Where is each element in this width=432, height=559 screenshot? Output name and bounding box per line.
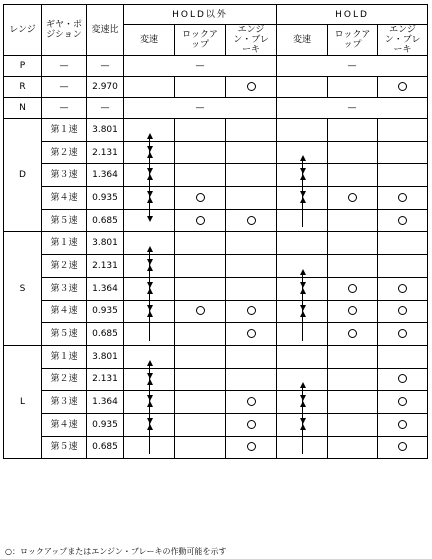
ratio-cell: 1.364 <box>87 391 124 414</box>
lockup-cell-hold <box>328 368 378 391</box>
table-row <box>4 345 428 368</box>
shift-cell-normal <box>124 119 175 142</box>
operable-mark <box>247 82 256 91</box>
shift-cell-hold <box>277 413 328 436</box>
shift-cell-hold <box>277 77 328 98</box>
header-ratio: 変速比 <box>87 5 124 56</box>
engine-brake-cell-normal <box>226 300 277 323</box>
lockup-cell-hold <box>328 277 378 300</box>
table-row-p <box>4 56 428 77</box>
ratio-cell: 0.935 <box>87 300 124 323</box>
shift-cell-hold <box>277 232 328 255</box>
table-row <box>4 164 428 187</box>
lockup-cell-normal <box>175 368 226 391</box>
shift-cell-normal <box>124 209 175 232</box>
shift-cell-hold <box>277 119 328 142</box>
shift-cell-hold <box>277 209 328 232</box>
normal-group-cell: — <box>124 56 277 77</box>
shift-cell-hold <box>277 141 328 164</box>
engine-brake-cell-hold <box>378 345 428 368</box>
shift-cell-normal <box>124 323 175 346</box>
table-row <box>4 209 428 232</box>
ratio-cell: 0.935 <box>87 413 124 436</box>
engine-brake-cell-hold <box>378 368 428 391</box>
shift-cell-normal <box>124 141 175 164</box>
table-row <box>4 323 428 346</box>
engine-brake-cell-normal <box>226 277 277 300</box>
engine-brake-cell-normal <box>226 255 277 278</box>
shift-table <box>3 4 428 459</box>
table-row <box>4 119 428 142</box>
engine-brake-cell-hold <box>378 232 428 255</box>
gear-cell: 第３速 <box>42 164 87 187</box>
ratio-cell: 0.935 <box>87 187 124 210</box>
engine-brake-cell-normal <box>226 164 277 187</box>
engine-brake-cell-hold <box>378 436 428 459</box>
operable-mark <box>398 442 407 451</box>
operable-mark <box>398 420 407 429</box>
upshift-arrow-icon <box>147 174 153 180</box>
upshift-arrow-icon <box>147 379 153 385</box>
range-cell: N <box>4 98 42 119</box>
header-shift-normal: 変速 <box>124 25 175 56</box>
shift-cell-normal <box>124 436 175 459</box>
operable-mark <box>348 329 357 338</box>
shift-line <box>149 323 150 341</box>
table-row <box>4 232 428 255</box>
gear-cell: 第３速 <box>42 391 87 414</box>
lockup-cell-hold <box>328 300 378 323</box>
lockup-cell-hold <box>328 209 378 232</box>
ratio-cell: — <box>87 98 124 119</box>
shift-cell-hold <box>277 164 328 187</box>
lockup-cell-hold <box>328 141 378 164</box>
shift-cell-hold <box>277 187 328 210</box>
shift-line <box>302 323 303 341</box>
gear-cell: 第４速 <box>42 300 87 323</box>
upshift-arrow-icon <box>300 424 306 430</box>
downshift-arrow-icon <box>147 216 153 222</box>
engine-brake-cell-hold <box>378 187 428 210</box>
table-row <box>4 436 428 459</box>
operable-mark <box>398 82 407 91</box>
lockup-cell-hold <box>328 255 378 278</box>
shift-cell-hold <box>277 300 328 323</box>
ratio-cell: 0.685 <box>87 323 124 346</box>
operable-mark <box>348 284 357 293</box>
upshift-arrow-icon <box>147 152 153 158</box>
gear-cell: 第１速 <box>42 232 87 255</box>
gear-cell: — <box>42 56 87 77</box>
engine-brake-cell-normal <box>226 413 277 436</box>
lockup-cell-normal <box>175 232 226 255</box>
engine-brake-cell-hold <box>378 141 428 164</box>
lockup-cell-hold <box>328 119 378 142</box>
ratio-cell: 1.364 <box>87 277 124 300</box>
upshift-arrow-icon <box>147 311 153 317</box>
engine-brake-cell-normal <box>226 323 277 346</box>
lockup-cell-normal <box>175 141 226 164</box>
shift-cell-hold <box>277 436 328 459</box>
operable-mark <box>398 216 407 225</box>
header-engine-brake-normal: エンジン・ブレーキ <box>226 25 277 56</box>
operable-mark <box>398 284 407 293</box>
operable-mark <box>247 442 256 451</box>
header-lockup-hold: ロックアップ <box>328 25 378 56</box>
upshift-arrow-icon <box>300 197 306 203</box>
header-group-normal: HOLD以外 <box>124 5 277 25</box>
shift-cell-normal <box>124 300 175 323</box>
operable-mark <box>398 329 407 338</box>
lockup-cell-hold <box>328 232 378 255</box>
engine-brake-cell-hold <box>378 77 428 98</box>
table-row <box>4 255 428 278</box>
shift-line <box>149 437 150 455</box>
range-cell: R <box>4 77 42 98</box>
operable-mark <box>247 397 256 406</box>
engine-brake-cell-normal <box>226 436 277 459</box>
table-row <box>4 141 428 164</box>
table-row <box>4 300 428 323</box>
lockup-cell-hold <box>328 77 378 98</box>
operable-mark <box>247 216 256 225</box>
gear-cell: 第４速 <box>42 413 87 436</box>
upshift-arrow-icon <box>147 197 153 203</box>
engine-brake-cell-normal <box>226 368 277 391</box>
lockup-cell-normal <box>175 413 226 436</box>
lockup-cell-hold <box>328 436 378 459</box>
operable-mark <box>196 216 205 225</box>
lockup-cell-hold <box>328 187 378 210</box>
lockup-cell-hold <box>328 164 378 187</box>
lockup-cell-hold <box>328 391 378 414</box>
operable-mark <box>398 193 407 202</box>
header-gear-position: ギヤ・ポジション <box>42 5 87 56</box>
shift-cell-hold <box>277 323 328 346</box>
shift-cell-normal <box>124 277 175 300</box>
table-row <box>4 277 428 300</box>
engine-brake-cell-normal <box>226 232 277 255</box>
lockup-cell-normal <box>175 209 226 232</box>
shift-cell-hold <box>277 368 328 391</box>
ratio-cell: 2.131 <box>87 368 124 391</box>
ratio-cell: 3.801 <box>87 232 124 255</box>
gear-cell: 第２速 <box>42 141 87 164</box>
lockup-cell-normal <box>175 119 226 142</box>
lockup-cell-normal <box>175 277 226 300</box>
upshift-arrow-icon <box>147 424 153 430</box>
gear-cell: 第４速 <box>42 187 87 210</box>
shift-cell-normal <box>124 232 175 255</box>
ratio-cell: 2.131 <box>87 141 124 164</box>
shift-cell-normal <box>124 413 175 436</box>
gear-cell: — <box>42 98 87 119</box>
engine-brake-cell-normal <box>226 119 277 142</box>
lockup-cell-normal <box>175 255 226 278</box>
gear-cell: 第２速 <box>42 368 87 391</box>
lockup-cell-normal <box>175 323 226 346</box>
engine-brake-cell-hold <box>378 119 428 142</box>
shift-cell-hold <box>277 345 328 368</box>
shift-cell-normal <box>124 187 175 210</box>
header-shift-hold: 変速 <box>277 25 328 56</box>
shift-line <box>302 437 303 455</box>
upshift-arrow-icon <box>300 288 306 294</box>
ratio-cell: 1.364 <box>87 164 124 187</box>
range-cell: L <box>4 345 42 458</box>
engine-brake-cell-hold <box>378 255 428 278</box>
shift-line <box>302 210 303 228</box>
lockup-cell-normal <box>175 391 226 414</box>
operable-mark <box>398 306 407 315</box>
table-row <box>4 187 428 210</box>
normal-group-cell: — <box>124 98 277 119</box>
table-row <box>4 391 428 414</box>
engine-brake-cell-normal <box>226 141 277 164</box>
engine-brake-cell-normal <box>226 77 277 98</box>
engine-brake-cell-hold <box>378 300 428 323</box>
table-row-n <box>4 98 428 119</box>
lockup-cell-normal <box>175 300 226 323</box>
shift-cell-normal <box>124 391 175 414</box>
ratio-cell: 0.685 <box>87 436 124 459</box>
shift-cell-hold <box>277 391 328 414</box>
gear-cell: 第１速 <box>42 345 87 368</box>
upshift-arrow-icon <box>300 401 306 407</box>
operable-mark <box>196 306 205 315</box>
upshift-arrow-icon <box>147 401 153 407</box>
upshift-arrow-icon <box>147 288 153 294</box>
ratio-cell: 0.685 <box>87 209 124 232</box>
ratio-cell: 2.970 <box>87 77 124 98</box>
operable-mark <box>196 193 205 202</box>
engine-brake-cell-hold <box>378 323 428 346</box>
engine-brake-cell-hold <box>378 209 428 232</box>
range-cell: D <box>4 119 42 232</box>
header-lockup-normal: ロックアップ <box>175 25 226 56</box>
ratio-cell: — <box>87 56 124 77</box>
operable-mark <box>398 374 407 383</box>
engine-brake-cell-normal <box>226 187 277 210</box>
lockup-cell-normal <box>175 77 226 98</box>
gear-cell: 第３速 <box>42 277 87 300</box>
upshift-arrow-icon <box>300 174 306 180</box>
gear-cell: — <box>42 77 87 98</box>
shift-cell-normal <box>124 368 175 391</box>
ratio-cell: 3.801 <box>87 345 124 368</box>
engine-brake-cell-hold <box>378 391 428 414</box>
lockup-cell-normal <box>175 345 226 368</box>
engine-brake-cell-hold <box>378 413 428 436</box>
operable-mark <box>247 306 256 315</box>
lockup-cell-normal <box>175 164 226 187</box>
lockup-cell-hold <box>328 345 378 368</box>
upshift-arrow-icon <box>147 265 153 271</box>
header-group-hold: HOLD <box>277 5 428 25</box>
legend-note: ○：ロックアップまたはエンジン・ブレーキの作動可能を示す <box>5 547 227 556</box>
table-row-r <box>4 77 428 98</box>
lockup-cell-hold <box>328 323 378 346</box>
ratio-cell: 3.801 <box>87 119 124 142</box>
gear-cell: 第５速 <box>42 436 87 459</box>
operable-mark <box>348 306 357 315</box>
table-row <box>4 368 428 391</box>
engine-brake-cell-normal <box>226 345 277 368</box>
ratio-cell: 2.131 <box>87 255 124 278</box>
operable-mark <box>348 193 357 202</box>
lockup-cell-normal <box>175 187 226 210</box>
engine-brake-cell-hold <box>378 277 428 300</box>
header-engine-brake-hold: エンジン・ブレーキ <box>378 25 428 56</box>
shift-cell-hold <box>277 277 328 300</box>
hold-group-cell: — <box>277 98 428 119</box>
shift-cell-normal <box>124 164 175 187</box>
range-cell: P <box>4 56 42 77</box>
gear-cell: 第５速 <box>42 209 87 232</box>
engine-brake-cell-hold <box>378 164 428 187</box>
lockup-cell-normal <box>175 436 226 459</box>
shift-cell-normal <box>124 255 175 278</box>
shift-cell-hold <box>277 255 328 278</box>
engine-brake-cell-normal <box>226 391 277 414</box>
gear-cell: 第２速 <box>42 255 87 278</box>
gear-cell: 第１速 <box>42 119 87 142</box>
gear-cell: 第５速 <box>42 323 87 346</box>
operable-mark <box>247 420 256 429</box>
shift-cell-normal <box>124 345 175 368</box>
shift-cell-normal <box>124 77 175 98</box>
lockup-cell-hold <box>328 413 378 436</box>
operable-mark <box>247 329 256 338</box>
header-range: レンジ <box>4 5 42 56</box>
operable-mark <box>398 397 407 406</box>
range-cell: S <box>4 232 42 345</box>
table-row <box>4 413 428 436</box>
hold-group-cell: — <box>277 56 428 77</box>
upshift-arrow-icon <box>300 311 306 317</box>
engine-brake-cell-normal <box>226 209 277 232</box>
